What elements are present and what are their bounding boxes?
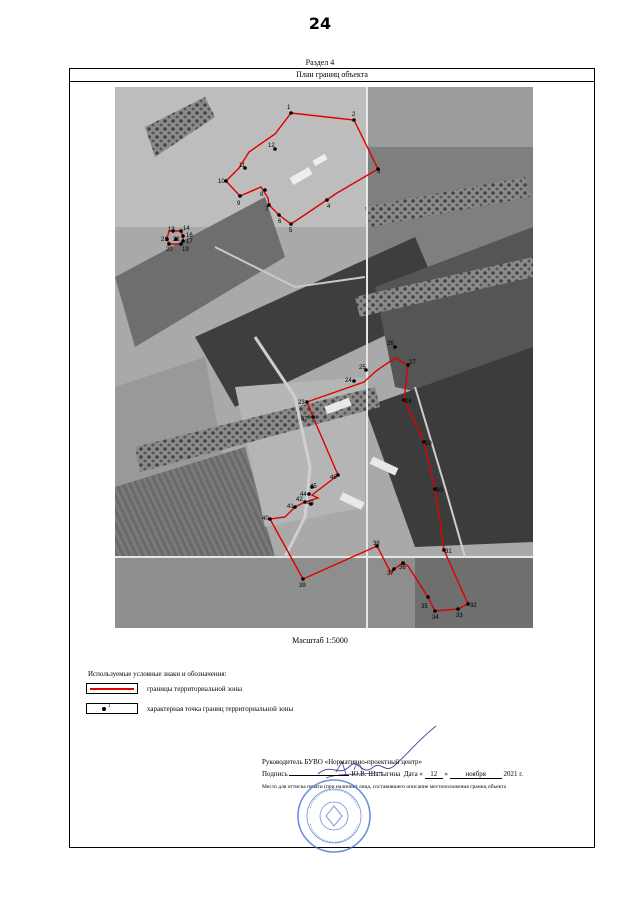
sign-label: Подпись: [262, 770, 288, 778]
map-point-19: [179, 242, 183, 246]
stamp-place-note: Место для оттиска печати (при наличии) лица, составившего описание местоположения границ объекта: [262, 784, 507, 790]
map-point-5: [289, 222, 293, 226]
legend-text-point: характерная точка границ территориальной зоны: [147, 705, 294, 713]
map-point-44: [307, 492, 311, 496]
map-point-20: [167, 242, 171, 246]
map-point-16: [181, 234, 185, 238]
point-label: 30: [436, 488, 443, 494]
map-point-2: [352, 118, 356, 122]
point-label: 3: [377, 169, 381, 175]
red-line-icon: [90, 688, 134, 690]
point-icon: [102, 707, 106, 711]
map-point-26: [393, 345, 397, 349]
point-label: 43: [307, 501, 314, 507]
legend-text-boundary: границы территориальной зоны: [147, 685, 243, 693]
signatory-name: Ю.В. Шалыгина: [351, 770, 401, 778]
signature-blank: [289, 775, 349, 776]
point-label: 16: [186, 233, 193, 239]
point-label: 26: [387, 341, 394, 347]
point-label: 38: [373, 541, 380, 547]
point-label: 19: [182, 247, 189, 253]
date-day: 12: [425, 770, 443, 779]
point-label: 8: [260, 192, 264, 198]
date-year: 2021 г.: [503, 770, 524, 778]
map-point-39: [301, 577, 305, 581]
point-label: 11: [239, 163, 246, 169]
map-point-24: [352, 379, 356, 383]
date-mid: »: [444, 770, 448, 778]
point-label: 24: [345, 378, 352, 384]
frame-title: План границ объекта: [70, 69, 594, 82]
point-label: 46: [330, 475, 337, 481]
point-label: 23: [298, 400, 305, 406]
aerial-map: [115, 87, 533, 628]
official-stamp: [296, 778, 372, 854]
map-point-41: [293, 505, 297, 509]
point-label: 35: [421, 604, 428, 610]
point-label: 6: [278, 219, 282, 225]
date-month: ноября: [450, 770, 502, 779]
point-label: 21: [161, 237, 168, 243]
point-label: 37: [387, 571, 394, 577]
point-label: 20: [166, 247, 173, 253]
point-label: 28: [405, 399, 412, 405]
point-label: 42: [296, 497, 303, 503]
point-label: 36: [399, 565, 406, 571]
point-label: 1: [287, 105, 291, 111]
legend-symbol-point: [86, 703, 138, 714]
legend-heading: Используемые условные знаки и обозначения:: [88, 670, 227, 678]
point-label: 33: [456, 613, 463, 619]
map-point-8: [263, 188, 267, 192]
point-label: 39: [299, 583, 306, 589]
point-label: 4: [327, 204, 331, 210]
legend-symbol-boundary-line: [86, 683, 138, 694]
map-point-17: [181, 239, 185, 243]
point-label: 31: [445, 549, 452, 555]
point-label: 14: [183, 226, 190, 232]
point-label: 5: [289, 228, 293, 234]
map-point-33: [456, 607, 460, 611]
point-label: 32: [470, 603, 477, 609]
map-point-23: [305, 400, 309, 404]
map-point-10: [224, 179, 228, 183]
point-label: 9: [237, 201, 241, 207]
map-point-35: [426, 595, 430, 599]
map-point-4: [325, 198, 329, 202]
map-point-1: [289, 111, 293, 115]
point-label: 45: [310, 484, 317, 490]
point-label: 2: [352, 112, 356, 118]
point-label: 27: [409, 360, 416, 366]
point-label: 22: [173, 237, 180, 243]
page-number: 24: [308, 14, 332, 33]
point-label: 34: [432, 615, 439, 621]
point-label: 47: [301, 417, 308, 423]
date-label: Дата «: [403, 770, 423, 778]
map-point-9: [238, 194, 242, 198]
map-scale: Масштаб 1:5000: [292, 636, 348, 645]
point-label: 44: [300, 492, 307, 498]
map-point-6: [277, 213, 281, 217]
point-label: 17: [186, 239, 193, 245]
section-label: Раздел 4: [305, 58, 335, 67]
point-label: 41: [287, 504, 294, 510]
map-point-40: [268, 517, 272, 521]
point-label: 13: [168, 227, 175, 233]
point-label: 40: [262, 516, 269, 522]
map-point-47: [311, 415, 315, 419]
map-point-46: [336, 473, 340, 477]
point-label: 25: [359, 365, 366, 371]
point-label: 10: [218, 179, 225, 185]
point-label: 7: [265, 207, 269, 213]
signatory-title: Руководитель БУВО «Нормативно-проектный центр»: [262, 758, 423, 766]
legend-point-number: 1: [108, 704, 111, 709]
map-point-34: [433, 609, 437, 613]
point-label: 29: [425, 441, 432, 447]
point-label: 12: [268, 143, 275, 149]
